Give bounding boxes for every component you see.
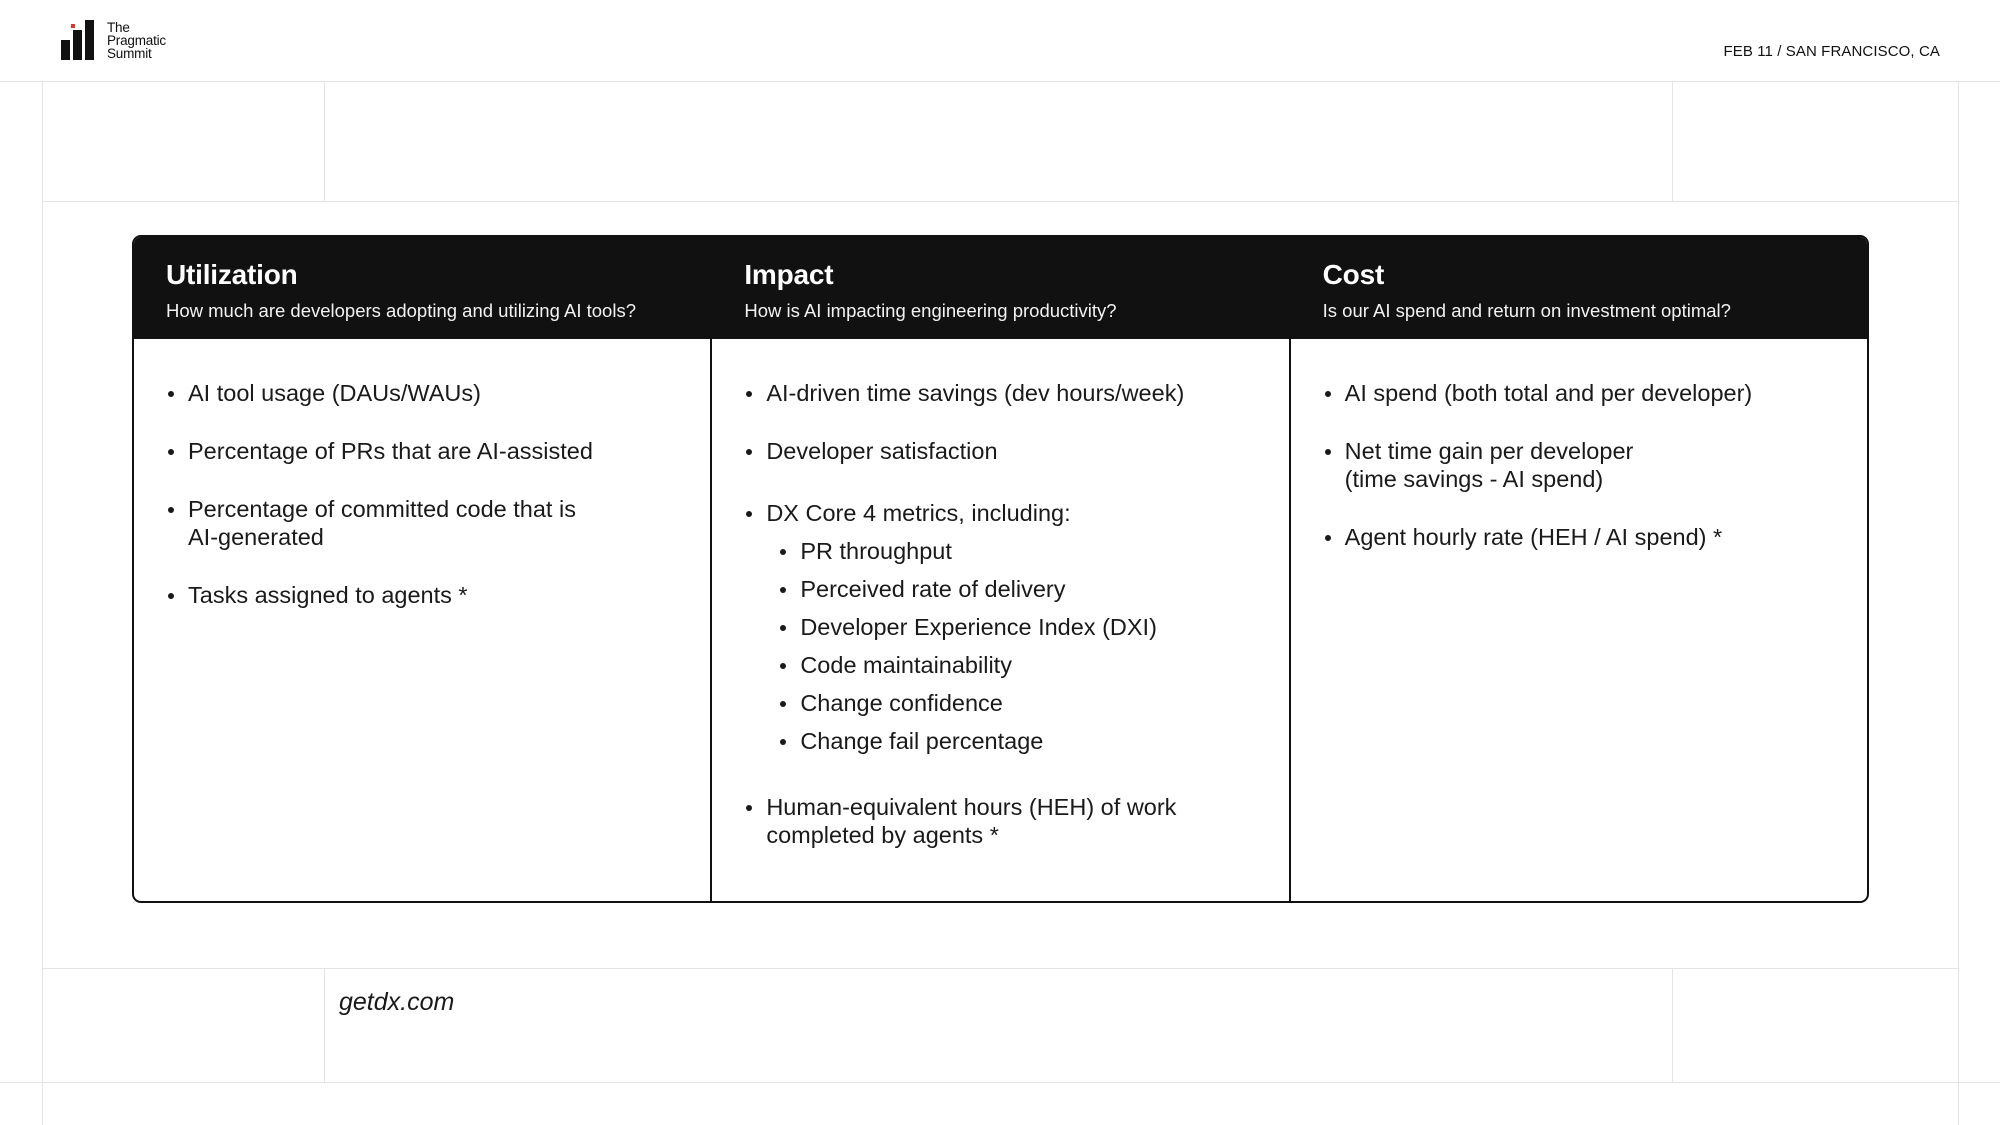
column-utilization xyxy=(134,237,712,901)
logo-line: The xyxy=(107,20,130,35)
frame-line-left xyxy=(42,81,43,1125)
metric-item-label: DX Core 4 metrics, including: xyxy=(766,500,1071,526)
core4-sub-item: Change confidence xyxy=(778,689,1256,717)
core4-sub-item: Change fail percentage xyxy=(778,727,1256,755)
metric-item: AI-driven time savings (dev hours/week) xyxy=(744,379,1256,407)
frame-line-top xyxy=(0,81,2000,82)
column-title: Utilization xyxy=(166,259,298,290)
metric-item: AI spend (both total and per developer) xyxy=(1323,379,1835,407)
metric-item: Human-equivalent hours (HEH) of work completed by agents * xyxy=(744,793,1206,849)
metric-item-core4 xyxy=(744,499,1256,755)
column-body xyxy=(712,339,1288,879)
frame-line-bottom xyxy=(0,1082,2000,1083)
footer-website-link[interactable]: getdx.com xyxy=(339,988,455,1016)
metric-item-line: Net time gain per developer xyxy=(1344,438,1634,464)
metric-item: Percentage of committed code that is AI-generated xyxy=(166,495,608,551)
event-info: FEB 11 / SAN FRANCISCO, CA xyxy=(1723,43,1940,60)
metric-item: Developer satisfaction xyxy=(744,437,1256,465)
core4-sub-item: Code maintainability xyxy=(778,651,1256,679)
core4-sub-item: Developer Experience Index (DXI) xyxy=(778,613,1256,641)
metric-item: Agent hourly rate (HEH / AI spend) * xyxy=(1323,523,1835,551)
column-subtitle: How is AI impacting engineering productivity? xyxy=(744,300,1117,321)
logo-line: Pragmatic xyxy=(107,33,166,48)
metric-item: AI tool usage (DAUs/WAUs) xyxy=(166,379,678,407)
logo-line: Summit xyxy=(107,46,152,61)
frame-line-inner-right-top xyxy=(1672,81,1673,201)
frame-line-inner-left-bottom xyxy=(324,968,325,1082)
frame-line-inner-left-top xyxy=(324,81,325,201)
column-subtitle: How much are developers adopting and utilizing AI tools? xyxy=(166,300,636,321)
frame-line-right xyxy=(1958,81,1959,1125)
column-header xyxy=(712,237,1288,339)
metric-item-line: (time savings - AI spend) xyxy=(1344,466,1604,492)
core4-sub-list xyxy=(766,537,1256,755)
logo-bar xyxy=(85,20,94,60)
metric-item: Tasks assigned to agents * xyxy=(166,581,678,609)
frame-line-inner-right-bottom xyxy=(1672,968,1673,1082)
column-header xyxy=(134,237,710,339)
column-title: Impact xyxy=(744,259,834,290)
logo-accent-dot xyxy=(71,24,75,28)
logo-bar xyxy=(73,30,82,60)
logo-bar xyxy=(61,40,70,60)
frame-line-upper xyxy=(42,201,1959,202)
column-body xyxy=(134,339,710,639)
column-title: Cost xyxy=(1322,259,1385,290)
core4-sub-item: PR throughput xyxy=(778,537,1256,565)
column-impact xyxy=(712,237,1290,901)
metric-list xyxy=(166,379,678,609)
core4-sub-item: Perceived rate of delivery xyxy=(778,575,1256,603)
column-cost xyxy=(1291,237,1867,901)
metrics-table xyxy=(132,235,1869,903)
logo-bars-icon xyxy=(61,20,101,60)
column-subtitle: Is our AI spend and return on investment optimal? xyxy=(1322,300,1731,321)
logo xyxy=(61,20,166,60)
metric-item-net-time xyxy=(1323,437,1835,493)
metric-list xyxy=(744,379,1256,849)
metric-item: Percentage of PRs that are AI-assisted xyxy=(166,437,678,465)
column-body xyxy=(1291,339,1867,581)
column-header xyxy=(1291,237,1867,339)
metric-list xyxy=(1323,379,1835,551)
logo-wordmark xyxy=(107,21,166,60)
